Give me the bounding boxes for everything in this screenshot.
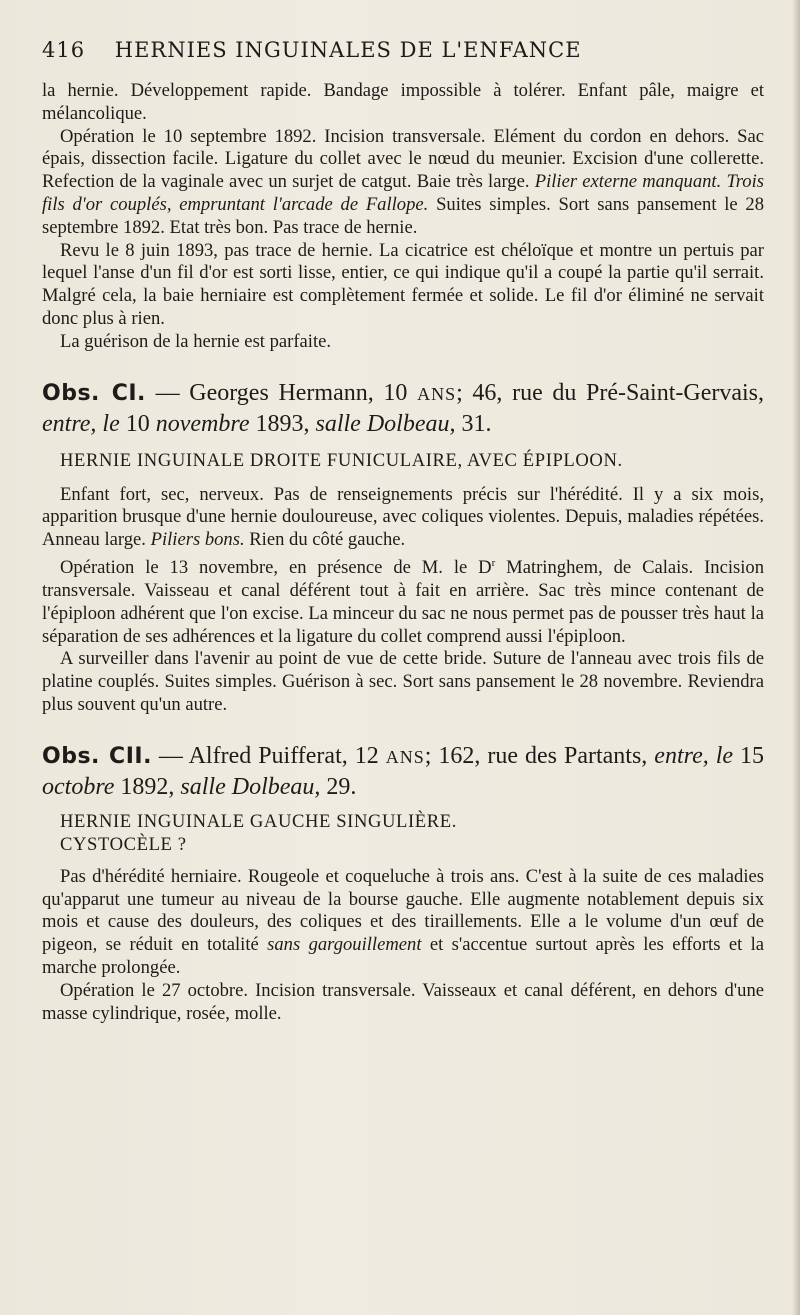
obs-ci-title: HERNIE INGUINALE DROITE FUNICULAIRE, AVEC ÉPIPLOON.: [60, 449, 623, 471]
obs-cii-heading: [42, 741, 764, 802]
obs-ci-paragraph-3: [42, 648, 764, 716]
obs-ci-bed: 31.: [455, 410, 492, 437]
obs-ci-text-1a: Enfant fort, sec, nerveux. Pas de renseignements précis sur l'hérédité. Il y a six mois, apparition brusque d'une hernie douloureuse, avec coliques violentes. Depuis, maladies répétées. Anneau large.: [42, 483, 764, 551]
intro-paragraph-3: [42, 240, 764, 331]
obs-ci-body: [42, 484, 764, 717]
obs-ci-name: — Georges Hermann, 10: [145, 379, 418, 406]
obs-ci-label: Obs. CI.: [42, 380, 146, 406]
obs-cii-italic-1: sans gargouillement: [267, 934, 422, 956]
intro-text-2b: Suites simples. Sort sans pansement le 28 septembre 1892. Etat très bon. Pas trace de hernie.: [42, 193, 764, 238]
obs-ci-text-2b: Matringhem, de Calais. Incision transversale. Vaisseau et canal déférent tout à fait en arrière. Sac très mince contenant de l'épiploon adhérent que l'on excise. La minceur du sac ne nous permet pas de pousser très haut la séparation de ses adhérences et la ligature du collet comprend aussi l'épiploon.: [42, 557, 764, 647]
obs-ci-paragraph-1: [42, 484, 764, 552]
obs-ci-age-unit: ANS: [417, 383, 457, 404]
obs-ci-doctor-sup: r: [491, 556, 496, 569]
obs-ci-heading: [42, 378, 764, 439]
obs-ci-year: 1893,: [249, 410, 316, 437]
intro-text-1: la hernie. Développement rapide. Bandage impossible à tolérer. Enfant pâle, maigre et mélancolique.: [42, 80, 764, 124]
intro-text-4: La guérison de la hernie est parfaite.: [60, 330, 332, 352]
obs-ci-text-3: A surveiller dans l'avenir au point de vue de cette bride. Suture de l'anneau avec trois fils de platine couplés. Suites simples. Guérison à sec. Sort sans pansement le 28 novembre. Reviendra plus souvent qu'un autre.: [42, 648, 764, 715]
running-header: [42, 38, 762, 62]
obs-ci-text-2a: Opération le 13 novembre, en présence de M. le D: [60, 557, 492, 579]
intro-italic-2: Pilier externe manquant. Trois fils d'or couplés, empruntant l'arcade de Fallope.: [42, 171, 764, 215]
obs-cii-ward: salle Dolbeau,: [180, 773, 321, 800]
obs-ci-italic-1: Piliers bons.: [150, 529, 245, 551]
obs-cii-month: octobre: [42, 773, 115, 800]
obs-cii-label: Obs. CII.: [42, 743, 152, 769]
page-number: 416: [42, 38, 86, 62]
obs-cii-address: ; 162, rue des Partants,: [424, 742, 655, 769]
page-content: [42, 80, 764, 1025]
obs-cii-paragraph-1: [42, 866, 764, 980]
obs-cii-title-line-1: HERNIE INGUINALE GAUCHE SINGULIÈRE.: [60, 810, 457, 832]
obs-cii-text-1b: et s'accentue surtout après les efforts et la marche prolongée.: [42, 934, 765, 978]
obs-cii-title-line-2: CYSTOCÈLE ?: [60, 833, 187, 855]
obs-ci-address: ; 46, rue du Pré-Saint-Gervais,: [456, 379, 765, 406]
obs-cii-text-1: Pas d'hérédité herniaire. Rougeole et coqueluche à trois ans. C'est à la suite de ces maladies qu'apparut une tumeur au niveau de la bourse gauche. Elle augmente notablement depuis six mois et cause des douleurs, des coliques et des tiraillements. Elle a le volume d'un œuf de pigeon, se réduit en totalité: [42, 865, 764, 956]
intro-paragraph-4: [42, 331, 764, 354]
obs-cii-entry: entre, le: [654, 742, 734, 769]
intro-text-2a: Opération le 10 septembre 1892. Incision transversale. Elément du cordon en dehors. Sac épais, dissection facile. Ligature du collet avec le nœud du meunier. Excision d'une collerette. Refection de la vaginale avec un surjet de catgut. Baie très large.: [42, 125, 764, 193]
obs-ci-month: novembre: [155, 410, 250, 437]
obs-ci-paragraph-2: [42, 552, 764, 648]
intro-paragraph-1: [42, 80, 764, 126]
obs-cii-name: — Alfred Puifferat, 12: [151, 742, 386, 769]
obs-cii-age-unit: ANS: [385, 746, 425, 767]
obs-ci-ward: salle Dolbeau,: [315, 410, 456, 437]
obs-cii-body: [42, 866, 764, 1026]
intro-paragraph-2: [42, 126, 764, 240]
obs-cii-text-2: Opération le 27 octobre. Incision transversale. Vaisseaux et canal déférent, en dehors d'une masse cylindrique, rosée, molle.: [42, 979, 764, 1024]
obs-ci-entry: entre, le: [42, 410, 120, 437]
obs-cii-bed: 29.: [320, 773, 357, 800]
obs-cii-year: 1892,: [114, 773, 181, 800]
obs-cii-paragraph-2: [42, 980, 764, 1026]
obs-cii-entry-date: 15: [733, 742, 765, 769]
intro-section: [42, 80, 764, 354]
obs-ci-entry-date: 10: [119, 410, 156, 437]
obs-ci-text-1b: Rien du côté gauche.: [249, 529, 406, 551]
page-edge-shadow: [792, 0, 800, 1315]
intro-text-3: Revu le 8 juin 1893, pas trace de hernie. La cicatrice est chéloïque et montre un pertuis par lequel l'anse d'un fil d'or est sorti lisse, entier, ce qui indique qu'il a coupé la partie qu'il serrait. Malgré cela, la baie herniaire est complètement fermée et solide. Le fil d'or éliminé ne servait donc plus à rien.: [42, 239, 764, 329]
running-title: HERNIES INGUINALES DE L'ENFANCE: [114, 38, 582, 62]
